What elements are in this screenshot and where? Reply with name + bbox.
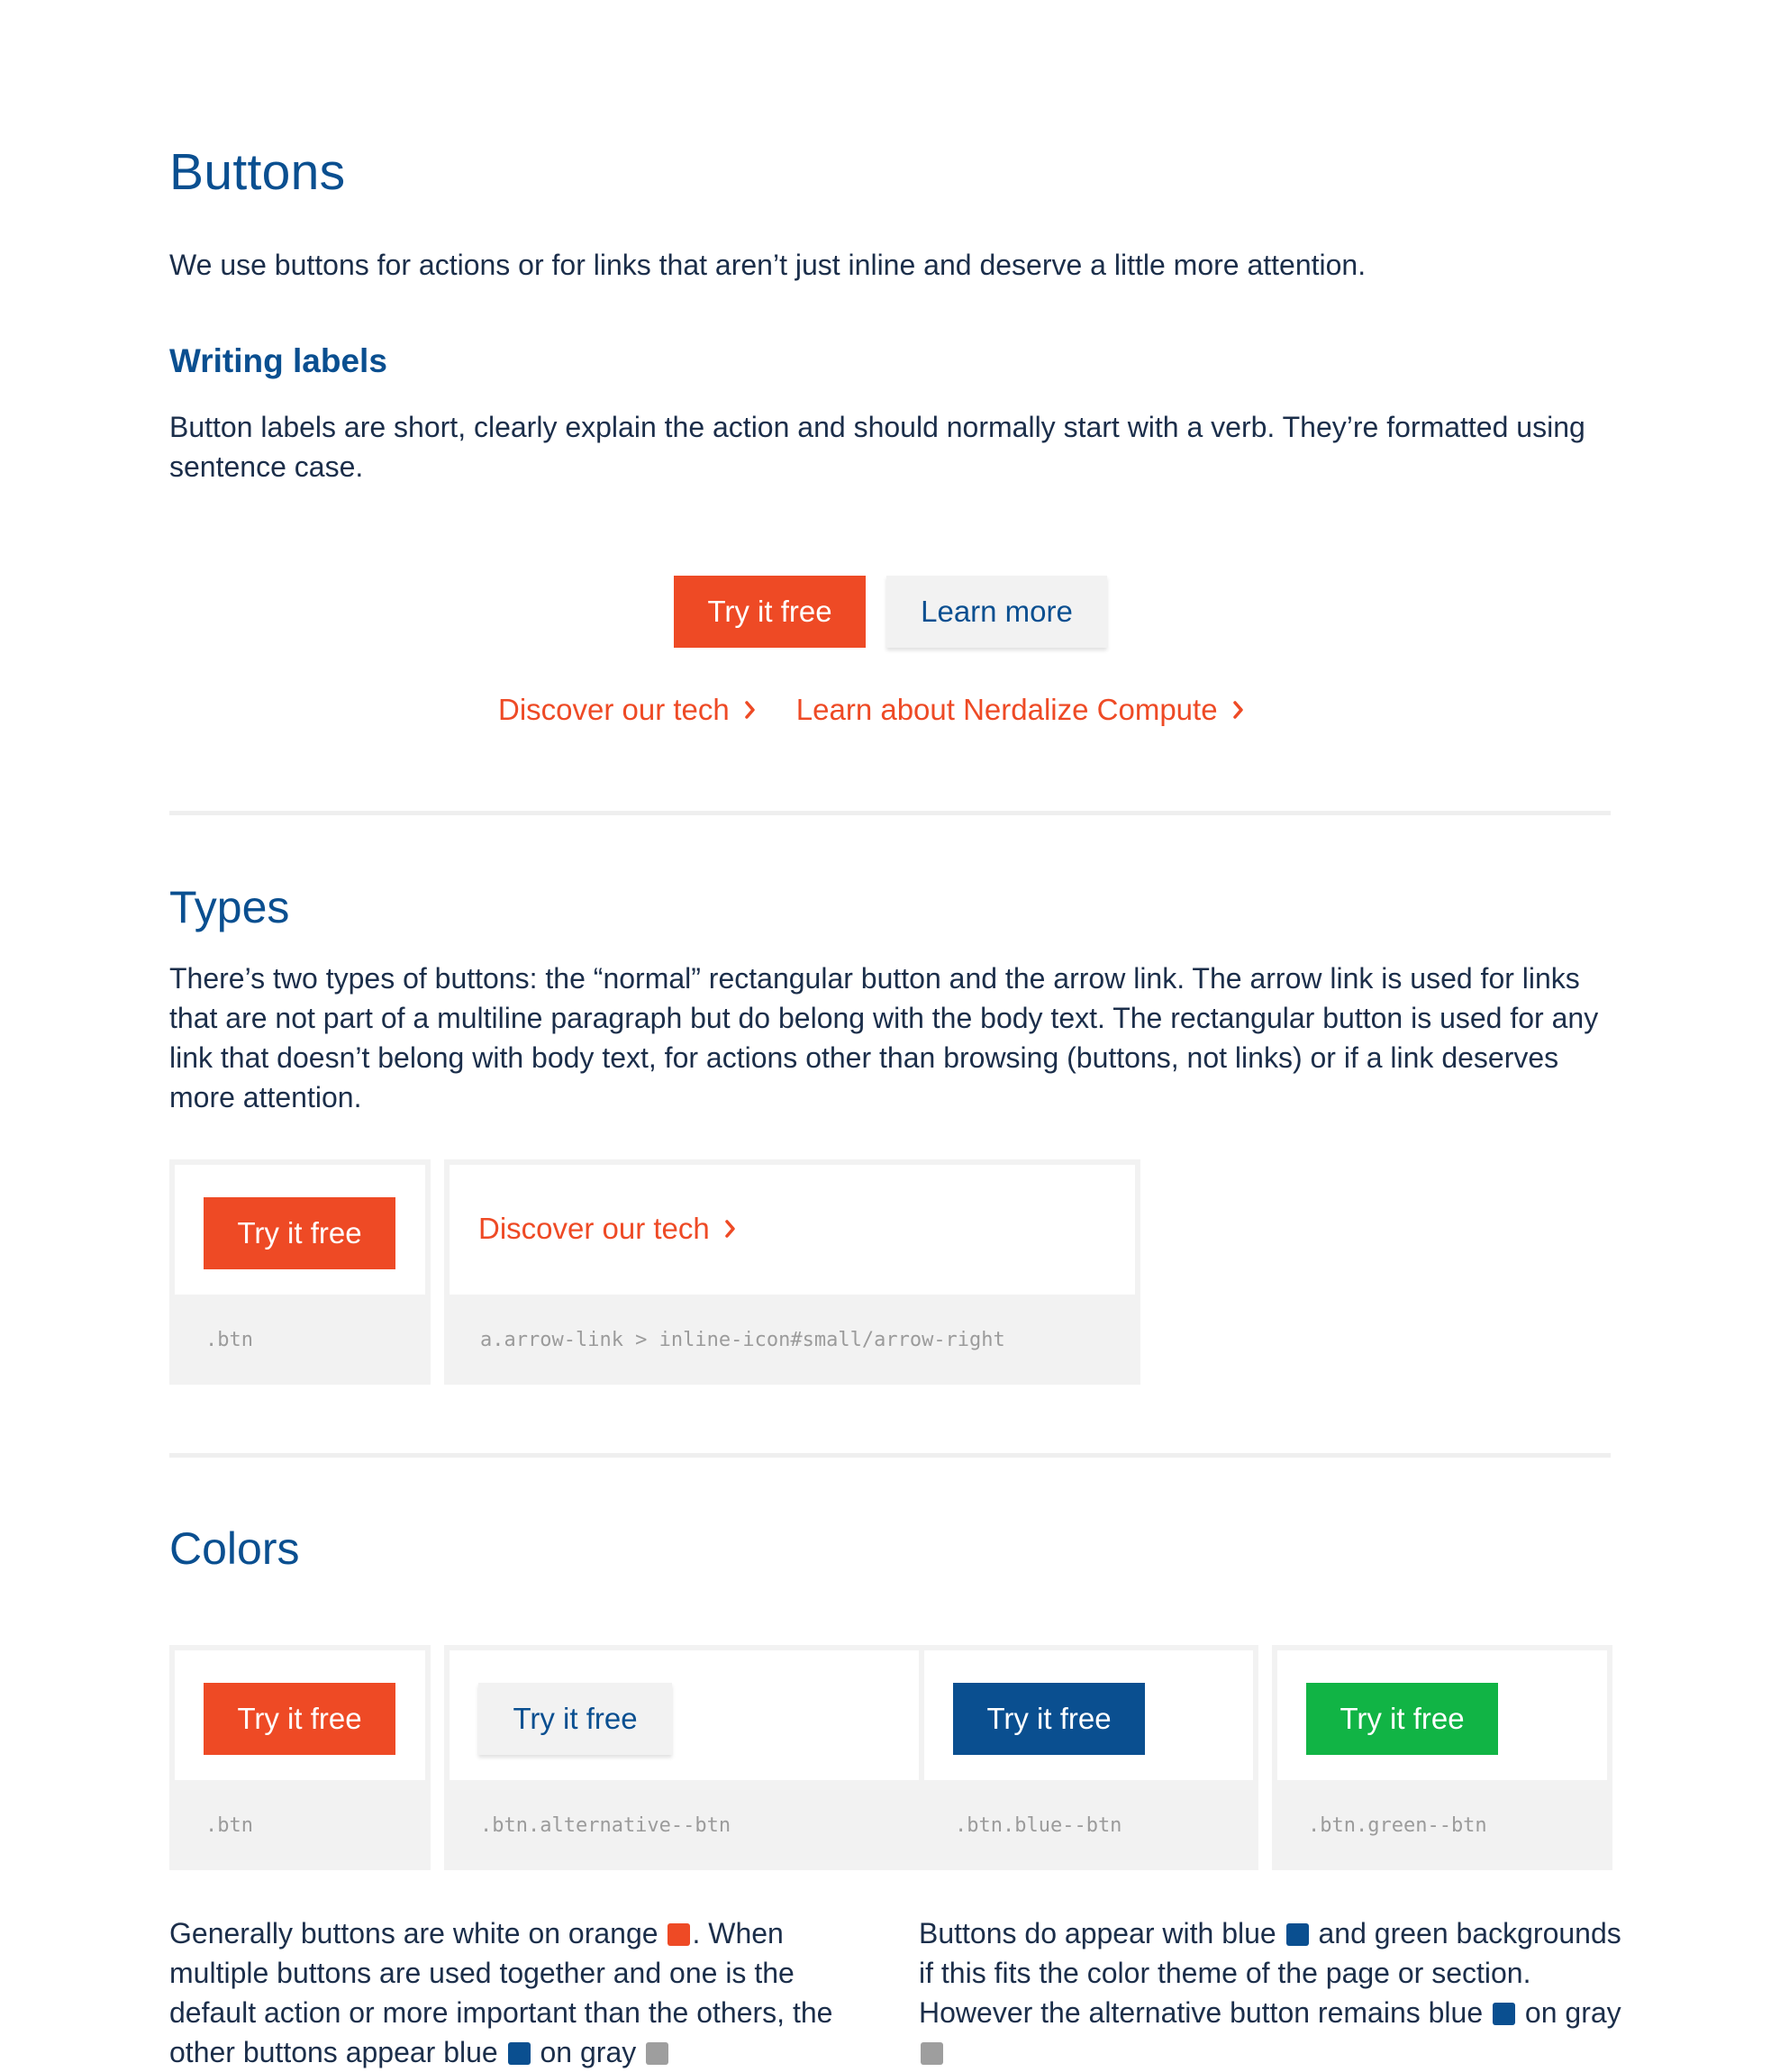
card-demo-area xyxy=(1277,1650,1607,1784)
orange-swatch xyxy=(668,1923,690,1946)
blue-swatch xyxy=(1493,2003,1515,2025)
orange-btn-card xyxy=(169,1645,431,1870)
types-text: There’s two types of buttons: the “normal” rectangular button and the arrow link. The arrow link is used for links that are not part of a multiline paragraph but do belong with the body text. The rectangular button is used for any link that doesn’t belong with body text, for actions other than browsing (buttons, not links) or if a link deserves more attention. xyxy=(169,962,1599,1113)
writing-labels-text: Button labels are short, clearly explain the action and should normally start with a verb. They’re formatted using sentence case. xyxy=(169,411,1585,483)
blue-swatch xyxy=(1286,1923,1309,1946)
chevron-right-icon xyxy=(744,700,757,720)
gray-swatch xyxy=(646,2042,668,2065)
btn-type-card xyxy=(169,1159,431,1385)
colors-left-text xyxy=(169,1913,854,2072)
code-label: .btn xyxy=(175,1780,425,1865)
card-demo-area xyxy=(175,1165,425,1298)
text-fragment: . When multiple buttons are used together and one is the default action or more important than the others, the other buttons appear blue xyxy=(169,1917,833,2068)
code-label: .btn.alternative--btn xyxy=(450,1780,1031,1865)
chevron-right-icon xyxy=(724,1219,737,1239)
blue-swatch xyxy=(508,2042,531,2065)
code-label: a.arrow-link > inline-icon#small/arrow-right xyxy=(450,1295,1135,1379)
gray-swatch xyxy=(921,2042,943,2065)
arrow-link-example-row xyxy=(498,693,1245,727)
try-it-free-button[interactable]: Try it free xyxy=(204,1197,395,1269)
section-divider xyxy=(169,1453,1611,1458)
colors-right-text xyxy=(919,1913,1621,2072)
writing-labels-heading: Writing labels xyxy=(169,342,387,379)
card-demo-area xyxy=(924,1650,1253,1784)
learn-about-nerdalize-compute-link[interactable] xyxy=(796,693,1245,727)
code-label: .btn xyxy=(175,1295,425,1379)
page-title: Buttons xyxy=(169,143,346,201)
try-it-free-button[interactable]: Try it free xyxy=(204,1683,395,1755)
code-label: .btn.green--btn xyxy=(1277,1780,1607,1865)
try-it-free-green-button[interactable]: Try it free xyxy=(1306,1683,1498,1755)
intro-text: We use buttons for actions or for links that aren’t just inline and deserve a little more attention. xyxy=(169,249,1367,281)
card-demo-area xyxy=(175,1650,425,1784)
link-label: Discover our tech xyxy=(498,693,730,726)
green-btn-card xyxy=(1272,1645,1612,1870)
discover-our-tech-link[interactable] xyxy=(478,1212,737,1246)
learn-more-button[interactable]: Learn more xyxy=(886,576,1107,648)
text-fragment: and green backgrounds if this fits the color theme of the page or section. However the alternative button remains blue xyxy=(919,1917,1621,2029)
try-it-free-blue-button[interactable]: Try it free xyxy=(953,1683,1145,1755)
try-it-free-alt-button[interactable]: Try it free xyxy=(478,1683,672,1755)
code-label: .btn.blue--btn xyxy=(924,1780,1253,1865)
section-divider xyxy=(169,811,1611,815)
arrow-link-type-card xyxy=(444,1159,1140,1385)
colors-heading: Colors xyxy=(169,1523,300,1574)
text-fragment: on gray xyxy=(540,2036,637,2068)
link-label: Learn about Nerdalize Compute xyxy=(795,693,1218,726)
discover-our-tech-link[interactable] xyxy=(498,693,757,727)
link-label: Discover our tech xyxy=(478,1212,710,1245)
card-demo-area xyxy=(450,1165,1135,1298)
types-heading: Types xyxy=(169,882,290,932)
try-it-free-button[interactable]: Try it free xyxy=(674,576,866,648)
text-fragment: on gray xyxy=(1524,1996,1621,2029)
text-fragment: Generally buttons are white on orange xyxy=(169,1917,658,1949)
button-example-row xyxy=(674,576,1107,648)
blue-btn-card xyxy=(919,1645,1258,1870)
chevron-right-icon xyxy=(1232,700,1245,720)
text-fragment: Buttons do appear with blue xyxy=(919,1917,1276,1949)
